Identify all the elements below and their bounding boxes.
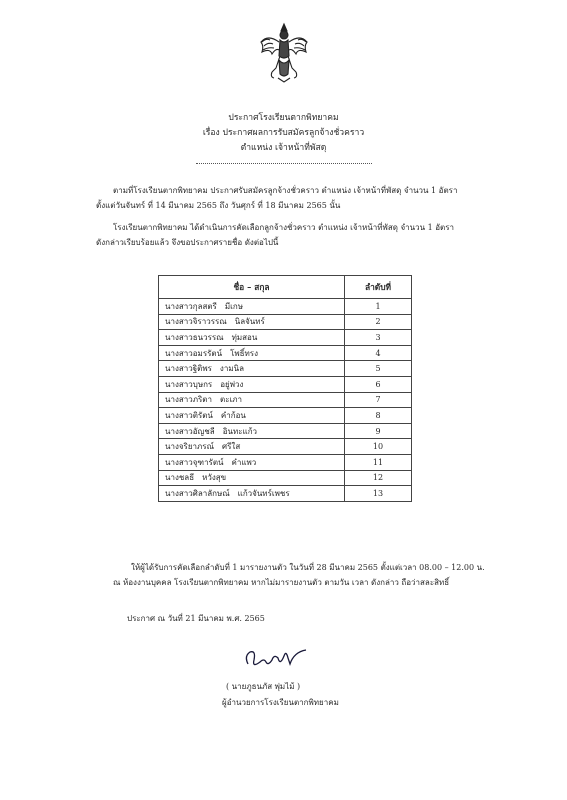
table-row bbox=[159, 376, 412, 392]
candidate-first-name: นางชลธี bbox=[165, 473, 195, 483]
candidate-last-name: คำแพว bbox=[231, 457, 257, 467]
candidate-last-name: อยู่พ่วง bbox=[220, 379, 244, 389]
candidate-rank-cell: 5 bbox=[345, 361, 412, 377]
paragraph-2-line-2: ดังกล่าวเรียบร้อยแล้ว จึงขอประกาศรายชื่อ ดังต่อไปนี้ bbox=[96, 238, 279, 247]
instruction-line-1: ให้ผู้ได้รับการคัดเลือกลำดับที่ 1 มารายงานตัว ในวันที่ 28 มีนาคม 2565 ตั้งแต่เวลา 08.00 – 12.00 น. bbox=[131, 563, 485, 572]
candidate-name-cell bbox=[159, 299, 345, 315]
candidate-first-name: นางจริยาภรณ์ bbox=[165, 442, 215, 452]
table-row bbox=[159, 361, 412, 377]
candidate-name-cell bbox=[159, 376, 345, 392]
candidate-first-name: นางสาวจิราวรรณ bbox=[165, 317, 227, 327]
candidate-rank-cell: 12 bbox=[345, 470, 412, 486]
candidate-name-cell bbox=[159, 314, 345, 330]
candidate-first-name: นางสาวติรัตน์ bbox=[165, 410, 213, 420]
candidate-rank-cell: 10 bbox=[345, 439, 412, 455]
candidate-table bbox=[158, 275, 412, 502]
table-row bbox=[159, 423, 412, 439]
candidate-first-name: นางสาวจุฑารัตน์ bbox=[165, 457, 224, 467]
column-header-rank: ลำดับที่ bbox=[345, 276, 412, 299]
signature-icon bbox=[238, 644, 312, 672]
candidate-rank-cell: 11 bbox=[345, 454, 412, 470]
candidate-name-cell bbox=[159, 392, 345, 408]
paragraph-1-line-2: ตั้งแต่วันจันทร์ ที่ 14 มีนาคม 2565 ถึง วันศุกร์ ที่ 18 มีนาคม 2565 นั้น bbox=[96, 201, 341, 210]
candidate-last-name: นิลจันทร์ bbox=[234, 317, 265, 327]
candidate-first-name: นางสาวศิลาลักษณ์ bbox=[165, 488, 230, 498]
candidate-name-cell bbox=[159, 361, 345, 377]
table-row bbox=[159, 330, 412, 346]
table-row bbox=[159, 314, 412, 330]
candidate-last-name: มีเกษ bbox=[224, 301, 243, 311]
candidate-last-name: โพธิ์ทรง bbox=[230, 348, 259, 358]
candidate-rank-cell: 2 bbox=[345, 314, 412, 330]
candidate-name-cell bbox=[159, 345, 345, 361]
candidate-last-name: ตะเภา bbox=[220, 395, 242, 405]
candidate-name-cell bbox=[159, 423, 345, 439]
candidate-first-name: นางสาวกุลสตรี bbox=[165, 301, 217, 311]
candidate-first-name: นางสาวบุษกร bbox=[165, 379, 213, 389]
announcement-title: ประกาศโรงเรียนตากพิทยาคม bbox=[228, 113, 339, 123]
signer-name: ( นายภูธนภัส พุ่มไม้ ) bbox=[226, 682, 301, 691]
candidate-last-name: หวังสุข bbox=[202, 473, 227, 483]
candidate-name-cell bbox=[159, 330, 345, 346]
table-row bbox=[159, 392, 412, 408]
table-row bbox=[159, 470, 412, 486]
candidate-first-name: นางสาวภริตา bbox=[165, 395, 212, 405]
candidate-last-name: ทุ่มสอน bbox=[231, 332, 258, 342]
candidate-first-name: นางสาวอมรรัตน์ bbox=[165, 348, 223, 358]
announcement-subject: เรื่อง ประกาศผลการรับสมัครลูกจ้างชั่วคราว bbox=[202, 128, 365, 138]
candidate-rank-cell: 6 bbox=[345, 376, 412, 392]
candidate-first-name: นางสาวฐิติพร bbox=[165, 364, 212, 374]
announce-date: ประกาศ ณ วันที่ 21 มีนาคม พ.ศ. 2565 bbox=[127, 614, 265, 623]
table-row bbox=[159, 486, 412, 502]
candidate-name-cell bbox=[159, 439, 345, 455]
table-row bbox=[159, 345, 412, 361]
candidate-last-name: ศรีใส bbox=[222, 442, 241, 452]
candidate-rank-cell: 3 bbox=[345, 330, 412, 346]
table-row bbox=[159, 299, 412, 315]
candidate-name-cell bbox=[159, 454, 345, 470]
instruction-line-2: ณ ห้องงานบุคคล โรงเรียนตากพิทยาคม หากไม่มารายงานตัว ตามวัน เวลา ดังกล่าว ถือว่าสละสิทธิ์ bbox=[113, 578, 450, 587]
candidate-rank-cell: 13 bbox=[345, 486, 412, 502]
candidate-last-name: งามนิล bbox=[219, 364, 244, 374]
table-row bbox=[159, 439, 412, 455]
candidate-name-cell bbox=[159, 486, 345, 502]
candidate-rank-cell: 9 bbox=[345, 423, 412, 439]
candidate-rank-cell: 8 bbox=[345, 408, 412, 424]
candidate-last-name: แก้วจันทร์เพชร bbox=[237, 488, 290, 498]
table-row bbox=[159, 454, 412, 470]
candidate-rank-cell: 1 bbox=[345, 299, 412, 315]
candidate-first-name: นางสาวธนวรรณ bbox=[165, 332, 224, 342]
paragraph-2-line-1: โรงเรียนตากพิทยาคม ได้ดำเนินการคัดเลือกลูกจ้างชั่วคราว ตำแหน่ง เจ้าหน้าที่พัสดุ จำนวน 1 อัตรา bbox=[113, 223, 455, 232]
dotted-divider bbox=[196, 163, 372, 164]
announcement-position: ตำแหน่ง เจ้าหน้าที่พัสดุ bbox=[240, 143, 327, 153]
candidate-first-name: นางสาวอัญชลี bbox=[165, 426, 215, 436]
candidate-rank-cell: 7 bbox=[345, 392, 412, 408]
candidate-last-name: อินทะแก้ว bbox=[222, 426, 258, 436]
candidate-name-cell bbox=[159, 408, 345, 424]
signer-title: ผู้อำนวยการโรงเรียนตากพิทยาคม bbox=[222, 698, 339, 707]
candidate-last-name: คำก้อน bbox=[220, 410, 246, 420]
candidate-rank-cell: 4 bbox=[345, 345, 412, 361]
paragraph-1-line-1: ตามที่โรงเรียนตากพิทยาคม ประกาศรับสมัครลูกจ้างชั่วคราว ตำแหน่ง เจ้าหน้าที่พัสดุ จำนวน 1 อัตรา bbox=[113, 186, 458, 195]
table-row bbox=[159, 408, 412, 424]
candidate-name-cell bbox=[159, 470, 345, 486]
column-header-name: ชื่อ – สกุล bbox=[159, 276, 345, 299]
garuda-emblem-icon bbox=[258, 22, 310, 84]
table-header-row bbox=[159, 276, 412, 299]
